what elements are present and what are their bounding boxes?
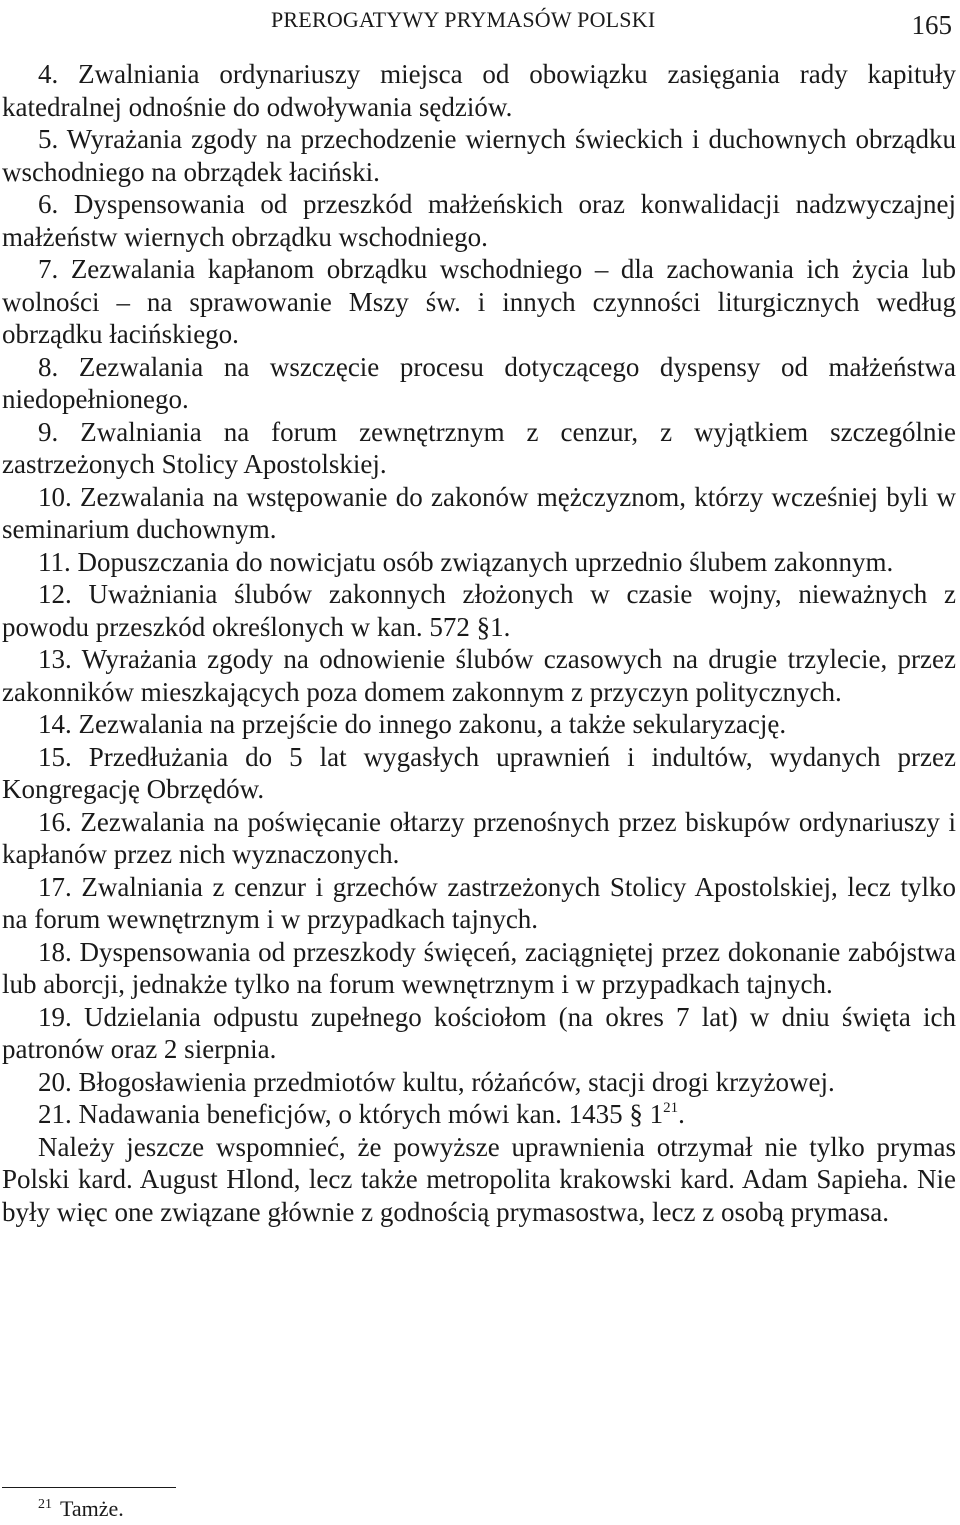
item-text: Dyspensowania od przeszkód małżeńskich oraz konwalidacji nadzwyczajnej małżeństw wiernych obrządku wschodniego. — [2, 189, 957, 252]
item-number: 10. — [38, 481, 72, 512]
item-text: Zwalniania z cenzur i grzechów zastrzeżonych Stolicy Apostolskiej, lecz tylko na forum wewnętrznym i w przypadkach tajnych. — [2, 871, 957, 934]
list-item — [2, 871, 956, 936]
item-text: Zwalniania ordynariuszy miejsca od obowiązku zasięgania rady kapituły katedralnej odnośnie do odwoływania sędziów. — [2, 59, 957, 122]
item-number: 20. — [38, 1066, 72, 1097]
item-text: Zezwalania na wszczęcie procesu dotyczącego dyspensy od małżeństwa niedopełnionego. — [2, 351, 957, 414]
list-item — [2, 188, 956, 253]
item-text: Dopuszczania do nowicjatu osób związanych uprzednio ślubem zakonnym. — [77, 546, 894, 577]
item-number: 19. — [38, 1001, 72, 1032]
item-text: Zezwalania kapłanom obrządku wschodniego – dla zachowania ich życia lub wolności – na sprawowanie Mszy św. i innych czynności liturgicznych według obrządku łacińskiego. — [2, 254, 956, 349]
item-text: Udzielania odpustu zupełnego kościołom (na okres 7 lat) w dniu święta ich patronów oraz 2 sierpnia. — [2, 1001, 957, 1064]
list-item — [2, 708, 956, 741]
item-number: 14. — [38, 709, 72, 739]
list-item — [2, 58, 956, 123]
item-text: Nadawania beneficjów, o których mówi kan. 1435 § 1 — [78, 1099, 664, 1129]
item-text: Błogosławienia przedmiotów kultu, różańców, stacji drogi krzyżowej. — [78, 1066, 835, 1097]
list-item — [2, 643, 956, 708]
item-number: 7. — [38, 254, 59, 284]
item-text: Uważniania ślubów zakonnych złożonych w czasie wojny, nieważnych z powodu przeszkód określonych w kan. 572 §1. — [2, 579, 956, 642]
item-number: 17. — [38, 871, 72, 902]
list-item — [2, 546, 956, 579]
item-number: 15. — [38, 741, 72, 772]
item-text: Zezwalania na wstępowanie do zakonów mężczyznom, którzy wcześniej byli w seminarium duchownym. — [2, 481, 957, 544]
list-item — [2, 123, 956, 188]
footnote-reference: 21 — [663, 1100, 679, 1116]
prerogatives-list — [2, 58, 956, 1098]
item-number: 21. — [38, 1099, 72, 1129]
list-item-21 — [2, 1098, 956, 1131]
item-number: 8. — [38, 351, 59, 382]
page-number: 165 — [911, 10, 952, 40]
item-text: Wyrażania zgody na odnowienie ślubów czasowych na drugie trzylecie, przez zakonników mieszkających poza domem zakonnym z przyczyn politycznych. — [2, 644, 956, 707]
item-number: 18. — [38, 936, 72, 967]
item-number: 13. — [38, 644, 72, 674]
list-item — [2, 253, 956, 351]
list-item — [2, 578, 956, 643]
footnote-divider — [2, 1487, 176, 1488]
list-item — [2, 1001, 956, 1066]
footnote-marker: 21 — [38, 1497, 52, 1512]
item-number: 12. — [38, 579, 72, 609]
item-tail: . — [678, 1099, 685, 1129]
body-text — [2, 58, 956, 1228]
list-item — [2, 1066, 956, 1099]
item-text: Wyrażania zgody na przechodzenie wiernych świeckich i duchownych obrządku wschodniego na obrządek łaciński. — [2, 124, 956, 187]
item-number: 16. — [38, 806, 72, 837]
running-head: PREROGATYWY PRYMASÓW POLSKI — [271, 7, 656, 32]
list-item — [2, 806, 956, 871]
item-text: Zwalniania na forum zewnętrznym z cenzur, z wyjątkiem szczególnie zastrzeżonych Stolicy Apostolskiej. — [2, 416, 957, 479]
list-item — [2, 416, 956, 481]
page-header — [0, 6, 960, 42]
list-item — [2, 351, 956, 416]
list-item — [2, 741, 956, 806]
item-text: Zezwalania na przejście do innego zakonu, a także sekularyzację. — [78, 709, 787, 739]
footnote-text: Tamże. — [60, 1496, 124, 1521]
item-number: 9. — [38, 416, 59, 447]
item-text: Zezwalania na poświęcanie ołtarzy przenośnych przez biskupów ordynariuszy i kapłanów przez nich wyznaczonych. — [2, 806, 956, 869]
item-number: 11. — [38, 546, 71, 577]
closing-paragraph: Należy jeszcze wspomnieć, że powyższe uprawnienia otrzymał nie tylko prymas Polski kard. August Hlond, lecz także metropolita krakowski kard. Adam Sapieha. Nie były więc one związane głównie z godnością prymasostwa, lecz z osobą prymasa. — [2, 1131, 956, 1227]
item-text: Dyspensowania od przeszkody święceń, zaciągniętej przez dokonanie zabójstwa lub aborcji, jednakże tylko na forum wewnętrznym i w przypadkach tajnych. — [2, 936, 957, 999]
item-text: Przedłużania do 5 lat wygasłych uprawnień i indultów, wydanych przez Kongregację Obrzędów. — [2, 741, 956, 804]
list-item — [2, 936, 956, 1001]
footnote — [38, 1496, 124, 1522]
item-number: 6. — [38, 189, 59, 219]
item-number: 5. — [38, 124, 59, 154]
list-item — [2, 481, 956, 546]
item-number: 4. — [38, 59, 59, 89]
